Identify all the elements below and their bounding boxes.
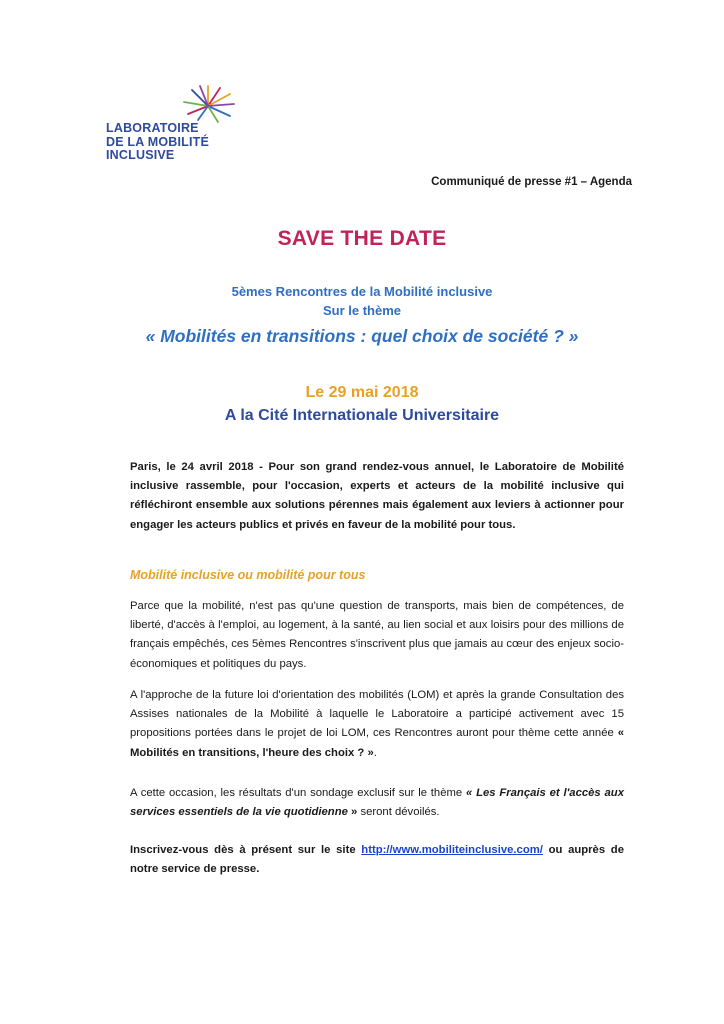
subtitle-line-2: Sur le thème: [322, 303, 402, 318]
paragraph-3-end: seront dévoilés.: [357, 806, 440, 819]
paragraph-2-theme: « Mobilités en transitions, l'heure des choix ? »: [130, 727, 624, 759]
paragraph-3-text: A cette occasion, les résultats d'un sondage exclusif sur le thème: [130, 787, 466, 799]
paragraph-2-text: A l'approche de la future loi d'orientation des mobilités (LOM) et après la grande Consultation des Assises nationales de la Mobilité à laquelle le Laboratoire a participé activement avec 15 propositions portées dans le projet de loi LOM, ces Rencontres auront pour thème cette année: [130, 689, 624, 740]
event-date: Le 29 mai 2018: [305, 384, 419, 401]
paragraph-3-survey-title: « Les Français et l'accès aux services essentiels de la vie quotidienne: [130, 787, 624, 819]
logo-wordmark: [106, 122, 209, 163]
intro-paragraph: Paris, le 24 avril 2018 - Pour son grand rendez-vous annuel, le Laboratoire de Mobilité inclusive rassemble, pour l'occasion, experts et acteurs de la mobilité inclusive qui réfléchiront ensemble aux solutions pérennes mais également aux leviers à actionner pour engager les acteurs publics et privés en faveur de la mobilité pour tous.: [130, 461, 624, 531]
paragraph-3-quote-close: »: [347, 806, 358, 819]
paragraph-3: [130, 784, 624, 822]
logo-line-1: LABORATOIRE: [106, 121, 199, 135]
section-title: Mobilité inclusive ou mobilité pour tous: [130, 568, 366, 582]
headline: SAVE THE DATE: [277, 227, 447, 250]
website-link[interactable]: http://www.mobiliteinclusive.com/: [361, 844, 543, 856]
logo-burst-icon: [180, 84, 236, 124]
paragraph-4: [130, 841, 624, 879]
paragraph-1: Parce que la mobilité, n'est pas qu'une question de transports, mais bien de compétences, de liberté, d'accès à l'emploi, au logement, à la santé, au lien social et aux loisirs pour des millions de français empêchés, ces 5èmes Rencontres s'inscrivent plus que jamais au cœur des enjeux socio-économiques et politiques du pays.: [130, 600, 624, 670]
paragraph-4-end: ou auprès de notre service de presse.: [130, 844, 624, 876]
press-release-tag: Communiqué de presse #1 – Agenda: [431, 176, 632, 188]
paragraph-2-end: .: [373, 746, 377, 759]
event-venue: A la Cité Internationale Universitaire: [224, 407, 500, 424]
theme-title: « Mobilités en transitions : quel choix de société ? »: [145, 326, 579, 346]
subtitle-line-1: 5èmes Rencontres de la Mobilité inclusive: [231, 284, 493, 299]
paragraph-4-text: Inscrivez-vous dès à présent sur le site: [130, 844, 362, 856]
logo: [100, 84, 300, 174]
logo-line-3: INCLUSIVE: [106, 148, 175, 162]
paragraph-2: [130, 686, 624, 763]
logo-line-2: DE LA MOBILITÉ: [106, 134, 210, 149]
